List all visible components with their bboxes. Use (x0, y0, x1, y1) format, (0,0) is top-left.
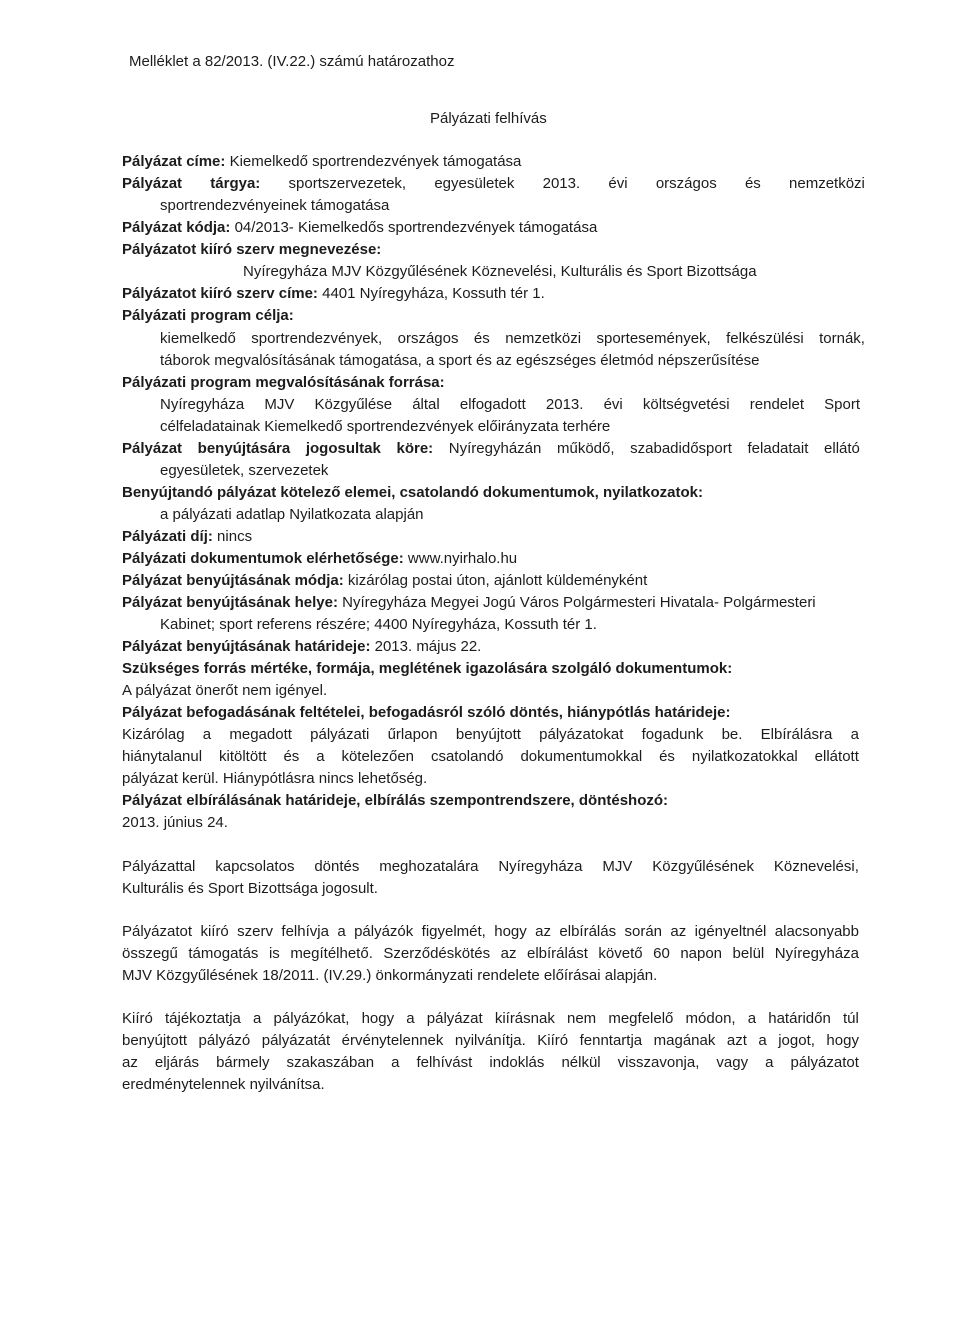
field-goal-label: Pályázati program célja: (122, 307, 294, 324)
word: feladatait (747, 440, 809, 457)
word: visszavonja, (617, 1054, 700, 1071)
paragraph-3-line4: eredménytelennek nyilvánítsa. (122, 1076, 325, 1093)
word: a (391, 1054, 400, 1071)
word: kiírásnak (494, 1010, 555, 1027)
word: hogy (826, 1032, 859, 1049)
field-label: Pályázat kódja: (122, 219, 231, 236)
document-title: Pályázati felhívás (430, 110, 547, 127)
word: a (253, 1010, 262, 1027)
word: ellátó (824, 440, 860, 457)
paragraph-1-line2: Kulturális és Sport Bizottsága jogosult. (122, 880, 378, 897)
word: Nyíregyháza (160, 396, 245, 413)
word: figyelmét, (421, 923, 486, 940)
paragraph-3-line1 (122, 1009, 859, 1028)
word: kitöltött (218, 748, 267, 765)
word: és (744, 175, 761, 192)
word: a (337, 923, 346, 940)
word: elbírálás (559, 923, 617, 940)
word: évi (603, 396, 623, 413)
word: Közgyűlésének (652, 858, 754, 875)
word: Pályázattal (122, 858, 196, 875)
word: a (758, 1032, 767, 1049)
field-value: 04/2013- Kiemelkedős sportrendezvények támogatása (234, 219, 598, 236)
word: kötelezően (341, 748, 415, 765)
paragraph-1-line1 (122, 857, 859, 876)
word: indoklás (489, 1054, 545, 1071)
paragraph-2-line2 (122, 944, 859, 963)
word: pályázatokat (539, 726, 624, 743)
word: sportszervezetek, (288, 175, 407, 192)
word: nyilvánítja. (454, 1032, 526, 1049)
field-acceptance-label: Pályázat befogadásának feltételei, befogadásról szóló döntés, hiánypótlás határideje: (122, 704, 731, 721)
word: Pályázatot (122, 923, 193, 940)
word: Szerződéskötés (383, 945, 491, 962)
word: alacsonyabb (774, 923, 859, 940)
word: ellátott (814, 748, 859, 765)
word: Kiíró (537, 1032, 569, 1049)
field-issuer-value: Nyíregyháza MJV Közgyűlésének Köznevelési, Kulturális és Sport Bizottsága (243, 263, 757, 280)
field-issuer-address (122, 284, 545, 303)
word: és (283, 748, 300, 765)
word: a (202, 726, 212, 743)
word: szabadidősport (630, 440, 732, 457)
word: fogadunk (641, 726, 704, 743)
word: és (473, 330, 490, 347)
word: működő, (556, 440, 615, 457)
word: Pályázat (122, 175, 183, 192)
field-subject (122, 174, 865, 193)
word: eljárás (154, 1054, 200, 1071)
field-elements-label: Benyújtandó pályázat kötelező elemei, csatolandó dokumentumok, nyilatkozatok: (122, 484, 703, 501)
word: az (535, 923, 552, 940)
field-acceptance-line1 (122, 725, 859, 744)
field-source-line1 (160, 395, 860, 414)
field-label: Pályázat címe: (122, 153, 226, 170)
field-source-label: Pályázati program megvalósításának forrása: (122, 374, 445, 391)
word: benyújtására (197, 440, 291, 457)
word: Nyíregyháza (498, 858, 583, 875)
word: pályázókat, (273, 1010, 350, 1027)
word: során (624, 923, 663, 940)
field-submission-place (122, 593, 816, 612)
word: jogot, (778, 1032, 815, 1049)
word: pályázó (198, 1032, 251, 1049)
paragraph-2-line1 (122, 922, 859, 941)
word: 60 (653, 945, 670, 962)
field-eligible (122, 439, 860, 458)
word: által (412, 396, 440, 413)
word: tárgya: (210, 175, 261, 192)
word: Kiíró (122, 1010, 153, 1027)
word: 2013. (542, 175, 581, 192)
field-goal-line1 (160, 329, 865, 348)
word: évi (608, 175, 628, 192)
word: Közgyűlése (314, 396, 393, 413)
word: elbírálást (527, 945, 588, 962)
word: nyilatkozatokkal (691, 748, 798, 765)
word: dokumentumokkal (520, 748, 643, 765)
field-goal-line2: táborok megvalósításának támogatása, a sport és az egészséges életmód népszerűsítése (160, 352, 760, 369)
field-title (122, 152, 521, 171)
field-value: Kiemelkedő sportrendezvények támogatása (229, 153, 522, 170)
word: nélkül (561, 1054, 601, 1071)
word: nem (567, 1010, 597, 1027)
word: a (316, 748, 325, 765)
word: sportrendezvények, (251, 330, 383, 347)
word: követő (598, 945, 643, 962)
paragraph-3-line3 (122, 1053, 859, 1072)
field-value: www.nyirhalo.hu (407, 550, 518, 567)
word: azt (726, 1032, 747, 1049)
word: érvénytelennek (341, 1032, 444, 1049)
field-fee (122, 527, 252, 546)
word: túl (842, 1010, 859, 1027)
word: tornák, (819, 330, 865, 347)
word: Elbírálásra (760, 726, 833, 743)
word: napon (680, 945, 723, 962)
word: szakaszában (286, 1054, 375, 1071)
field-label: Pályázati díj: (122, 528, 213, 545)
word: Nyíregyháza (774, 945, 859, 962)
field-label: Pályázat benyújtásának határideje: (122, 638, 371, 655)
word: költségvetési (642, 396, 730, 413)
field-deadline (122, 637, 481, 656)
word: nemzetközi (505, 330, 582, 347)
word: sportesemények, (596, 330, 711, 347)
word: meghozatalára (379, 858, 479, 875)
word: és (659, 748, 675, 765)
word: határidőn (768, 1010, 831, 1027)
field-documents (122, 549, 517, 568)
word: pályázati (310, 726, 370, 743)
field-evaluation-label: Pályázat elbírálásának határideje, elbírálás szempontrendszere, döntéshozó: (122, 792, 669, 809)
field-value: 4401 Nyíregyháza, Kossuth tér 1. (322, 285, 545, 302)
field-submission-method (122, 571, 647, 590)
word: hogy (494, 923, 527, 940)
word: felhívást (416, 1054, 473, 1071)
word: Pályázat (122, 440, 183, 457)
word: döntés (314, 858, 360, 875)
field-code (122, 218, 597, 237)
word: Kizárólag (122, 726, 185, 743)
paragraph-3-line2 (122, 1031, 859, 1050)
word: megadott (229, 726, 292, 743)
word: támogatás (188, 945, 259, 962)
word: MJV (264, 396, 295, 413)
word: pályázat (426, 1010, 483, 1027)
field-label: Pályázat benyújtásának módja: (122, 572, 344, 589)
word: jogosultak (305, 440, 381, 457)
word: be. (721, 726, 743, 743)
word: felkészülési (726, 330, 804, 347)
field-value: Nyíregyháza Megyei Jogú Város Polgármesteri Hivatala- Polgármesteri (342, 594, 816, 611)
word: köre: (396, 440, 434, 457)
field-subject-cont: sportrendezvényeinek támogatása (160, 197, 390, 214)
word: vagy (716, 1054, 749, 1071)
word: a (850, 726, 859, 743)
field-value: 2013. május 22. (374, 638, 482, 655)
field-value: kizárólag postai úton, ajánlott küldeményként (347, 572, 648, 589)
field-resources-value: A pályázat önerőt nem igényel. (122, 682, 328, 699)
word: pályázatot (790, 1054, 859, 1071)
word: benyújtott (455, 726, 521, 743)
word: MJV (602, 858, 633, 875)
field-value: nincs (217, 528, 253, 545)
word: egyesületek (434, 175, 515, 192)
field-acceptance-line2 (122, 747, 859, 766)
word: megfelelő (608, 1010, 674, 1027)
word: módon, (685, 1010, 736, 1027)
word: belül (732, 945, 765, 962)
word: 2013. (545, 396, 584, 413)
word: összegű (122, 945, 178, 962)
word: bármely (216, 1054, 270, 1071)
word: fenntartja (579, 1032, 643, 1049)
annex-reference: Melléklet a 82/2013. (IV.22.) számú határozathoz (129, 53, 455, 70)
word: magának (653, 1032, 716, 1049)
word: nemzetközi (789, 175, 865, 192)
word: kiíró (200, 923, 229, 940)
field-resources-label: Szükséges forrás mértéke, formája, meglétének igazolására szolgáló dokumentumok: (122, 660, 733, 677)
field-evaluation-value: 2013. június 24. (122, 814, 228, 831)
word: űrlapon (387, 726, 438, 743)
word: országos (397, 330, 459, 347)
word: Sport (824, 396, 860, 413)
word: pályázatát (261, 1032, 331, 1049)
word: a (406, 1010, 415, 1027)
word: országos (655, 175, 717, 192)
word: tájékoztatja (165, 1010, 241, 1027)
paragraph-2-line3: MJV Közgyűlésének 18/2011. (IV.29.) önkormányzati rendelete előírásai alapján. (122, 967, 658, 984)
word: az (670, 923, 687, 940)
word: felhívja (281, 923, 329, 940)
word: hogy (361, 1010, 395, 1027)
field-eligible-cont: egyesületek, szervezetek (160, 462, 329, 479)
word: rendelet (749, 396, 804, 413)
field-elements-value: a pályázati adatlap Nyilatkozata alapján (160, 506, 424, 523)
word: az (122, 1054, 138, 1071)
word: megítélhető. (290, 945, 373, 962)
word: Nyíregyházán (448, 440, 542, 457)
field-label: Pályázatot kiíró szerv címe: (122, 285, 318, 302)
word: a (747, 1010, 757, 1027)
field-submission-place-cont: Kabinet; sport referens részére; 4400 Nyíregyháza, Kossuth tér 1. (160, 616, 597, 633)
field-label: Pályázati dokumentumok elérhetősége: (122, 550, 404, 567)
word: csatolandó (430, 748, 504, 765)
word: az (500, 945, 517, 962)
word: is (268, 945, 280, 962)
field-source-line2: célfeladatainak Kiemelkedő sportrendezvények előirányzata terhére (160, 418, 611, 435)
word: igényeltnél (694, 923, 767, 940)
field-acceptance-line3: pályázat kerül. Hiánypótlásra nincs lehetőség. (122, 770, 428, 787)
word: Köznevelési, (773, 858, 859, 875)
field-label: Pályázat benyújtásának helye: (122, 594, 338, 611)
word: szerv (237, 923, 274, 940)
word: a (765, 1054, 774, 1071)
word: pályázók (354, 923, 414, 940)
word: hiánytalanul (122, 748, 203, 765)
word: kapcsolatos (215, 858, 295, 875)
word: benyújtott (122, 1032, 188, 1049)
word: kiemelkedő (160, 330, 236, 347)
field-issuer-label: Pályázatot kiíró szerv megnevezése: (122, 241, 382, 258)
word: elfogadott (459, 396, 526, 413)
